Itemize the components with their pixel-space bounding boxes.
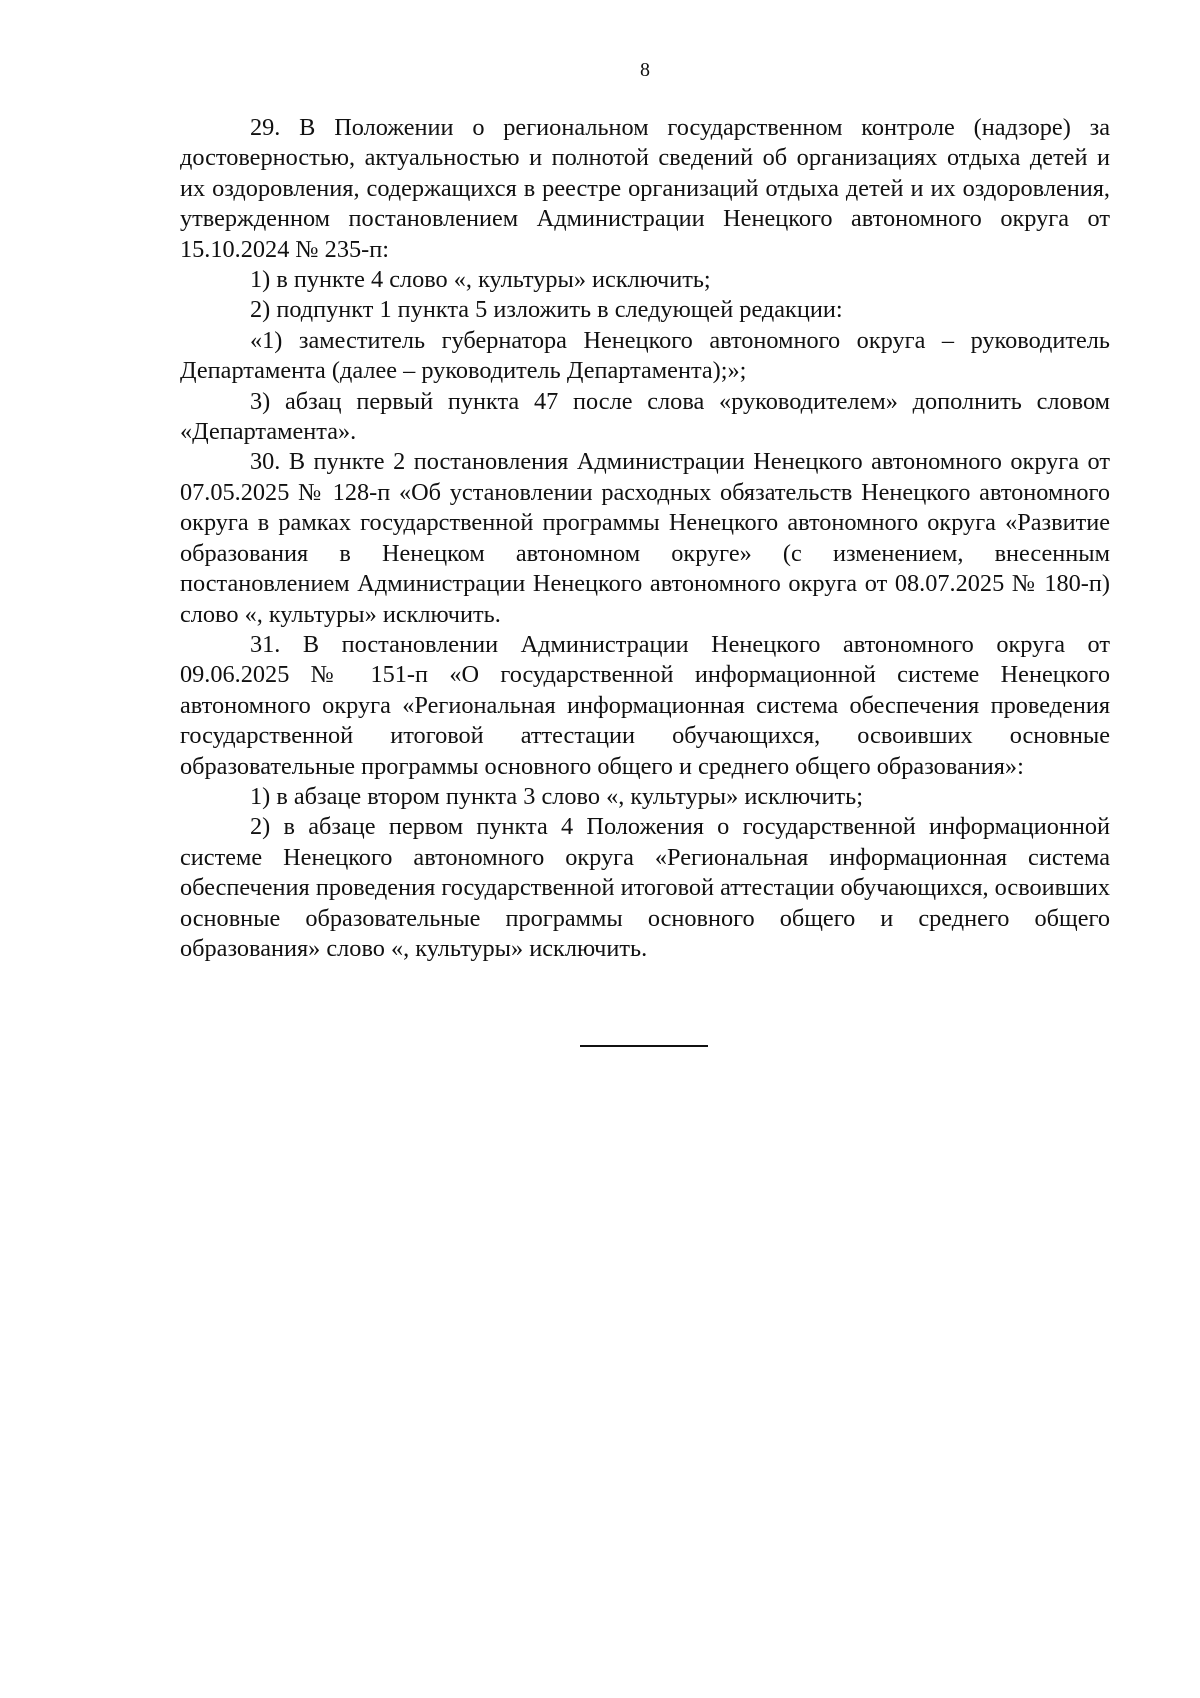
paragraph-29-quoted-text: «1) заместитель губернатора Ненецкого автономного округа – руководитель Департамента (далее – руководитель Департамента);»; (180, 326, 1110, 385)
paragraph-29-item-3: 3) абзац первый пункта 47 после слова «руководителем» дополнить словом «Департамента». (180, 387, 1110, 446)
document-body (180, 113, 1110, 964)
paragraph-29: 29. В Положении о региональном государственном контроле (надзоре) за достоверностью, актуальностью и полнотой сведений об организациях отдыха детей и их оздоровления, содержащихся в реестре организаций отдыха детей и их оздоровления, утвержденном постановлением Администрации Ненецкого автономного округа от 15.10.2024 № 235-п: (180, 114, 1110, 263)
end-of-document-rule (580, 1045, 708, 1047)
paragraph-29-item-2: 2) подпункт 1 пункта 5 изложить в следующей редакции: (250, 296, 843, 324)
paragraph-29-item-1: 1) в пункте 4 слово «, культуры» исключить; (250, 266, 711, 294)
paragraph-31-item-2: 2) в абзаце первом пункта 4 Положения о государственной информационной системе Ненецкого автономного округа «Региональная информационная система обеспечения проведения государственной итоговой аттестации обучающихся, освоивших основные образовательные программы основного общего и среднего общего образования» слово «, культуры» исключить. (180, 813, 1110, 962)
paragraph-31: 31. В постановлении Администрации Ненецкого автономного округа от 09.06.2025 № 151-п «О государственной информационной системе Ненецкого автономного округа «Региональная информационная система обеспечения проведения государственной итоговой аттестации обучающихся, освоивших основные образовательные программы основного общего и среднего общего образования»: (180, 630, 1110, 780)
paragraph-31-item-1: 1) в абзаце втором пункта 3 слово «, культуры» исключить; (250, 782, 863, 810)
paragraph-30: 30. В пункте 2 постановления Администрации Ненецкого автономного округа от 07.05.2025 № 128-п «Об установлении расходных обязательств Ненецкого автономного округа в рамках государственной программы Ненецкого автономного округа «Развитие образования в Ненецком автономном округе» (с изменением, внесенным постановлением Администрации Ненецкого автономного округа от 08.07.2025 № 180-п) слово «, культуры» исключить. (180, 448, 1110, 628)
page-number: 8 (640, 59, 650, 81)
